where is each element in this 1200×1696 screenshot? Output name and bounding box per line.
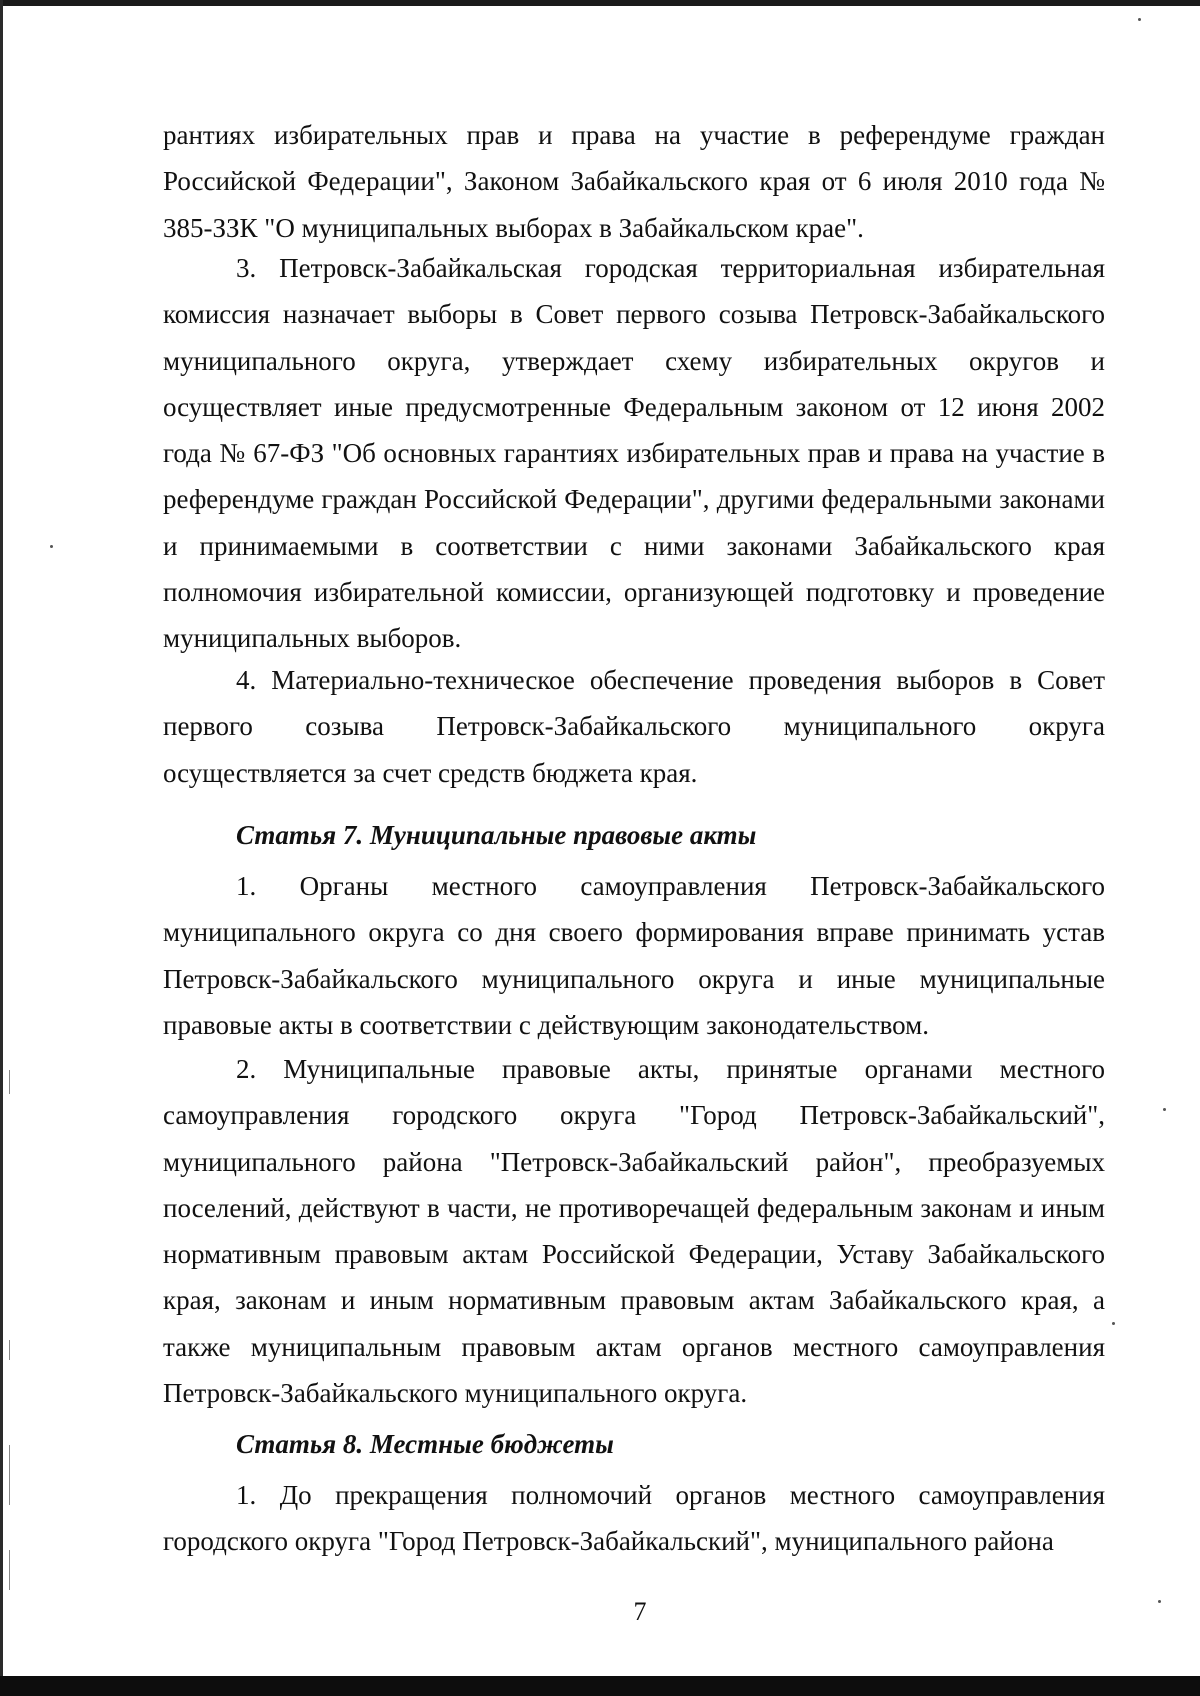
scan-border-top [0, 0, 1200, 6]
article-8-heading: Статья 8. Местные бюджеты [236, 1429, 614, 1459]
scan-edge-mark [9, 1550, 10, 1590]
scan-edge-mark [9, 1070, 10, 1094]
page-number: 7 [633, 1597, 647, 1626]
paragraph-article-7-item-1: 1. Органы местного самоуправления Петровск-Забайкальского муниципального округа со дня своего формирования вправе принимать устав Петровск-Забайкальского муниципального округа и иные муниципальные правовые акты в соответствии с действующим законодательством. [163, 871, 1105, 1040]
scan-border-bottom [0, 1676, 1200, 1696]
scan-speck [1163, 1108, 1166, 1111]
article-7-heading: Статья 7. Муниципальные правовые акты [236, 820, 757, 850]
paragraph-item-4: 4. Материально-техническое обеспечение проведения выборов в Совет первого созыва Петровск-Забайкальского муниципального округа осуществляется за счет средств бюджета края. [163, 665, 1105, 788]
scan-speck [1138, 18, 1141, 21]
paragraph-intro-continuation: рантиях избирательных прав и права на участие в референдуме граждан Российской Федерации", Законом Забайкальского края от 6 июля 2010 года № 385-ЗЗК "О муниципальных выборах в Забайкальском крае". [163, 120, 1105, 243]
scan-edge-mark [9, 1340, 10, 1360]
scan-border-left [0, 0, 3, 1696]
scan-speck [50, 545, 53, 548]
scan-speck [1158, 1600, 1161, 1603]
scan-speck [1112, 1322, 1115, 1325]
scan-edge-mark [9, 1445, 10, 1505]
paragraph-article-7-item-2: 2. Муниципальные правовые акты, принятые органами местного самоуправления городского округа "Город Петровск-Забайкальский", муниципального района "Петровск-Забайкальский район", преобразуемых поселений, действуют в части, не противоречащей федеральным законам и иным нормативным правовым актам Российской Федерации, Уставу Забайкальского края, законам и иным нормативным правовым актам Забайкальского края, а также муниципальным правовым актам органов местного самоуправления Петровск-Забайкальского муниципального округа. [163, 1054, 1105, 1409]
paragraph-item-3: 3. Петровск-Забайкальская городская территориальная избирательная комиссия назначает выборы в Совет первого созыва Петровск-Забайкальского муниципального округа, утверждает схему избирательных округов и осуществляет иные предусмотренные Федеральным законом от 12 июня 2002 года № 67-ФЗ "Об основных гарантиях избирательных прав и права на участие в референдуме граждан Российской Федерации", другими федеральными законами и принимаемыми в соответствии с ними законами Забайкальского края полномочия избирательной комиссии, организующей подготовку и проведение муниципальных выборов. [163, 253, 1105, 654]
paragraph-article-8-item-1: 1. До прекращения полномочий органов местного самоуправления городского округа "Город Петровск-Забайкальский", муниципального района [163, 1480, 1105, 1557]
